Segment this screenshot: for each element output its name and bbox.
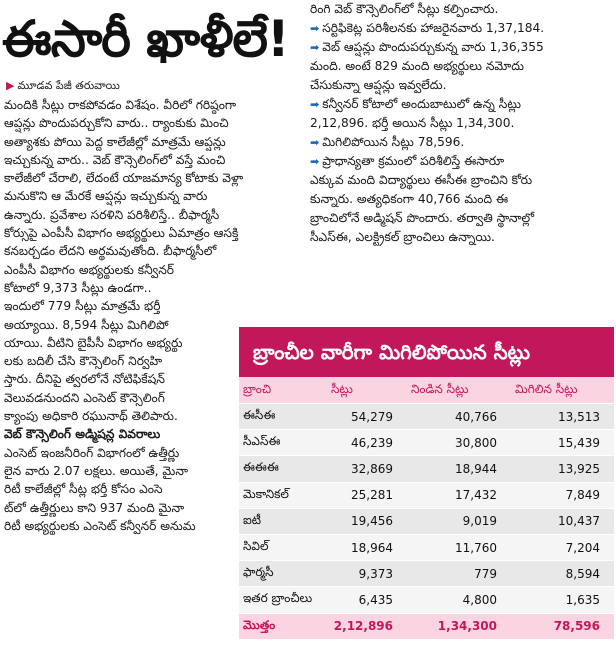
continued-text: మూడవ పేజీ తరువాయి	[17, 79, 120, 92]
cell-filled: 9,019	[407, 508, 511, 534]
right-line-text: మంది. అంటే 829 మంది అభ్యర్థులు నమోదు	[310, 59, 525, 73]
header-branch: బ్రాంచి	[239, 377, 327, 404]
header-seats: సీట్లు	[327, 377, 407, 404]
cell-branch: ఈసీఈ	[239, 404, 327, 430]
cell-branch: ఈఈఈ	[239, 456, 327, 482]
table-row	[239, 404, 614, 430]
right-line-text: రింగి వెబ్ కౌన్సెలింగ్‌లో సీట్లు కల్పించారు.	[310, 2, 499, 16]
table-row	[239, 430, 614, 456]
cell-branch: ఫార్మసీ	[239, 561, 327, 587]
cell-remaining: 7,204	[511, 534, 614, 560]
cell-filled: 779	[407, 561, 511, 587]
cell-filled: 17,432	[407, 482, 511, 508]
cell-seats: 18,964	[327, 534, 407, 560]
right-text-line	[310, 209, 614, 228]
arrow-bullet-icon: ➡	[310, 41, 320, 54]
left-text-line: ఇందులో 779 సీట్లు మాత్రమే భర్తీ	[4, 299, 161, 314]
table-row	[239, 482, 614, 508]
cell-remaining: 7,849	[511, 482, 614, 508]
cell-seats: 54,279	[327, 404, 407, 430]
arrow-bullet-icon: ➡	[310, 98, 320, 111]
cell-remaining: 8,594	[511, 561, 614, 587]
cell-remaining: 15,439	[511, 430, 614, 456]
left-text-line: ఉన్నారు. ప్రవేశాల సరళిని పరిశీలిస్తే.. బీఫార్మసీ	[4, 207, 220, 222]
right-line-text: చేసుకున్నా ఆప్షన్లు ఇవ్వలేదు.	[310, 78, 447, 92]
headline: ఈసారీ ఖాళీలే!	[2, 10, 289, 68]
cell-branch: సీఎస్ఈ	[239, 430, 327, 456]
left-text-line: లకు బదిలీ చేసి కౌన్సెలింగ్ నిర్వహి	[4, 354, 163, 369]
left-text-line: కోర్సుపై ఎంపీసీ విభాగం అభ్యర్థులు ఏమాత్రం ఆసక్తి	[4, 226, 239, 241]
total-cell-filled: 1,34,300	[407, 613, 511, 639]
right-text-line	[310, 114, 614, 133]
cell-filled: 11,760	[407, 534, 511, 560]
right-line-text: వెబ్ ఆప్షన్లు పొందుపర్చుకున్న వారు 1,36,355	[322, 40, 544, 54]
right-text-line	[310, 95, 614, 114]
left-text-line: ఆప్షన్లు పొందుపర్చుకోని వారు.. ర్యాంకుకు మించి	[4, 116, 229, 131]
right-column	[310, 0, 614, 247]
cell-branch: ఇతర బ్రాంచీలు	[239, 587, 327, 613]
left-text-line: మనుకొని ఆ మేరకే ఆప్షన్లు ఇచ్చుకున్న వారు	[4, 189, 208, 204]
right-text-line	[310, 190, 614, 209]
right-text-line	[310, 228, 614, 247]
table-row	[239, 534, 614, 560]
cell-filled: 30,800	[407, 430, 511, 456]
cell-remaining: 1,635	[511, 587, 614, 613]
cell-seats: 32,869	[327, 456, 407, 482]
cell-branch: సివిల్	[239, 534, 327, 560]
right-line-text: మిగిలిపోయిన సీట్లు 78,596.	[322, 135, 465, 149]
arrow-bullet-icon: ➡	[310, 136, 320, 149]
right-text-line	[310, 133, 614, 152]
table-row	[239, 508, 614, 534]
right-text-line	[310, 171, 614, 190]
triangle-icon: ▶	[6, 79, 15, 92]
cell-seats: 9,373	[327, 561, 407, 587]
subhead: వెబ్ కౌన్సెలింగ్ అడ్మిషన్ల వివరాలు	[4, 427, 161, 442]
right-line-text: కున్నారు. అత్యధికంగా 40,766 మంది ఈ	[310, 192, 509, 206]
right-line-text: ప్రాధాన్యతా క్రమంలో పరిశీలిస్తే ఈసారూ	[322, 154, 505, 168]
left-text-line: కనబర్చడం లేదని అర్థమవుతోంది. బీఫార్మసీలో	[4, 244, 217, 259]
cell-seats: 19,456	[327, 508, 407, 534]
table-row	[239, 456, 614, 482]
cell-seats: 25,281	[327, 482, 407, 508]
left-text-line: రిటీ అభ్యర్థులకు ఎంసెట్ కన్వీనర్ అనుమ	[4, 518, 196, 533]
total-cell-remaining: 78,596	[511, 613, 614, 639]
total-cell-seats: 2,12,896	[327, 613, 407, 639]
branch-seats-table-box	[239, 327, 614, 662]
header-filled: నిండిన సీట్లు	[407, 377, 511, 404]
arrow-bullet-icon: ➡	[310, 22, 320, 35]
right-line-text: ఎక్కువ మంది విద్యార్థులు ఈసీఈ బ్రాంచిని కోరు	[310, 173, 533, 187]
right-line-text: కన్వీనర్ కోటాలో అందుబాటులో ఉన్న సీట్లు	[322, 97, 521, 111]
left-text-line: కాలేజీలో చేరాలి, లేదంటే యాజమాన్య కోటాకు వెళ్లా	[4, 171, 244, 186]
cell-branch: ఐటీ	[239, 508, 327, 534]
left-text-line: రిటీ కాలేజీల్లో సీట్ల భర్తీ కోసం ఎంసె	[4, 482, 163, 497]
left-text-line: యాయి. వీటిని బైపీసీ విభాగం అభ్యర్థు	[4, 335, 183, 350]
left-text-line: అత్యాశకు పోయి పెద్ద కాలేజీల్లో మాత్రమే ఆప్షన్లు	[4, 134, 226, 149]
cell-seats: 46,239	[327, 430, 407, 456]
left-text-line: ఎంసెట్ ఇంజనీరింగ్ విభాగంలో ఉత్తీర్ణు	[4, 445, 180, 460]
right-text-line	[310, 57, 614, 76]
cell-remaining: 13,925	[511, 456, 614, 482]
right-line-text: సర్టిఫికెట్ల పరిశీలనకు హాజరైనవారు 1,37,184.	[322, 21, 545, 35]
cell-filled: 40,766	[407, 404, 511, 430]
right-text-line	[310, 152, 614, 171]
right-text-line	[310, 38, 614, 57]
table-total-row	[239, 613, 614, 639]
left-text-line: మందికి సీట్లు రాకపోవడం విశేషం. వీరిలో గరిష్ఠంగా	[4, 98, 237, 112]
left-text-line: అయ్యాయి. 8,594 సీట్లు మిగిలిపో	[4, 317, 169, 332]
total-cell-branch: మొత్తం	[239, 613, 327, 639]
cell-remaining: 13,513	[511, 404, 614, 430]
left-text-line: ఇచ్చుకున్న వారు.. వెబ్ కౌన్సెలింగ్‌లో వస్తే మంచి	[4, 152, 226, 167]
left-text-line: క్యాంపు అధికారి రఘునాథ్ తెలిపారు.	[4, 409, 178, 424]
continued-label	[6, 78, 120, 94]
right-line-text: 2,12,896. భర్తీ అయిన సీట్లు 1,34,300.	[310, 116, 515, 130]
cell-branch: మెకానికల్	[239, 482, 327, 508]
table-title: బ్రాంచీల వారీగా మిగిలిపోయిన సీట్లు	[239, 327, 614, 377]
table-row	[239, 587, 614, 613]
left-text-line: స్తారు. దీనిపై త్వరలోనే నోటిఫికేషన్	[4, 372, 165, 387]
right-text-line	[310, 76, 614, 95]
left-text-line: ఎంపీసీ విభాగం అభ్యర్థులకు కన్వీనర్	[4, 262, 174, 277]
cell-seats: 6,435	[327, 587, 407, 613]
branch-seats-table	[239, 377, 614, 639]
left-text-line: లైన వారు 2.07 లక్షలు. అయితే, మైనా	[4, 463, 188, 478]
left-text-line: కోటాలో 9,373 సీట్లు ఉండగా..	[4, 280, 152, 295]
cell-remaining: 10,437	[511, 508, 614, 534]
right-text-line	[310, 0, 614, 19]
right-line-text: సీఎస్ఈ, ఎలక్ట్రికల్ బ్రాంచిలు ఉన్నాయి.	[310, 230, 495, 244]
right-line-text: బ్రాంచిలోనే అడ్మిషన్ పొందారు. తర్వాతి స్థానాల్లో	[310, 211, 535, 225]
table-header-row	[239, 377, 614, 404]
header-remaining: మిగిలిన సీట్లు	[511, 377, 614, 404]
right-text-line	[310, 19, 614, 38]
arrow-bullet-icon: ➡	[310, 155, 320, 168]
left-text-line: ట్‌లో ఉత్తీర్ణులు కాని 937 మంది మైనా	[4, 500, 185, 515]
cell-filled: 4,800	[407, 587, 511, 613]
cell-filled: 18,944	[407, 456, 511, 482]
table-row	[239, 561, 614, 587]
left-text-line: వెలువడనుందని ఎంసెట్ కౌన్సెలింగ్	[4, 390, 165, 405]
